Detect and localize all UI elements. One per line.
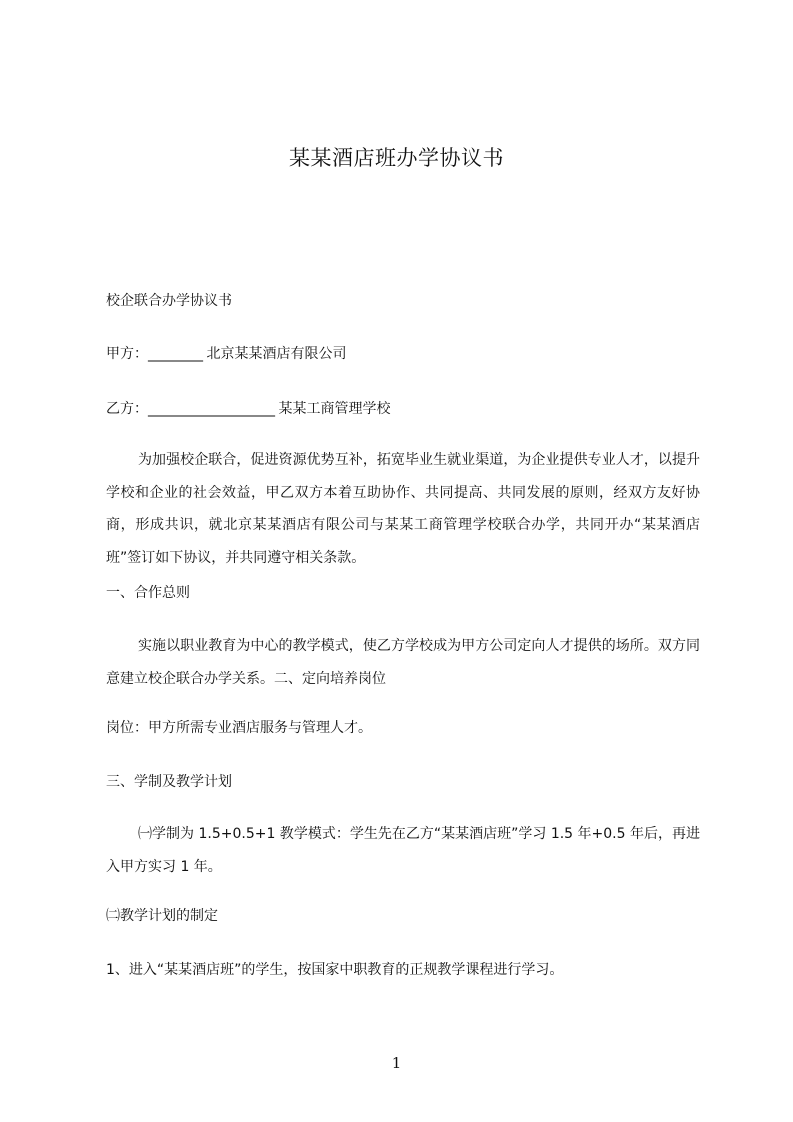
party-a-label: 甲方：: [106, 346, 148, 362]
section1-heading: 一、合作总则: [106, 585, 190, 601]
party-b-label: 乙方：: [106, 401, 148, 417]
section3-heading: 三、学制及教学计划: [106, 774, 232, 790]
subtitle: 校企联合办学协议书: [106, 293, 232, 309]
section1-paragraph: 实施以职业教育为中心的教学模式，使乙方学校成为甲方公司定向人才提供的场所。双方同意建立校企联合办学关系。二、定向培养岗位: [106, 638, 700, 687]
page-number: 1: [391, 1054, 402, 1072]
party-b-name: 某某工商管理学校: [274, 401, 391, 417]
document-title: 某某酒店班办学协议书: [289, 146, 504, 170]
party-b-blank: _____________________: [148, 401, 274, 417]
section3-item2-1: 1、进入“某某酒店班”的学生，按国家中职教育的正规教学课程进行学习。: [106, 962, 564, 978]
party-b-line: [106, 398, 700, 420]
section3-item1: ㈠学制为 1.5+0.5+1 教学模式：学生先在乙方“某某酒店班”学习 1.5 年+0.5 年后，再进入甲方实习 1 年。: [106, 826, 700, 875]
party-a-line: [106, 343, 700, 365]
party-a-blank: _________: [148, 346, 202, 362]
party-a-name: 北京某某酒店有限公司: [202, 346, 347, 362]
position-line: 岗位：甲方所需专业酒店服务与管理人才。: [106, 720, 372, 736]
section3-item2: ㈡教学计划的制定: [106, 908, 218, 924]
intro-paragraph: 为加强校企联合，促进资源优势互补，拓宽毕业生就业渠道，为企业提供专业人才，以提升学校和企业的社会效益，甲乙双方本着互助协作、共同提高、共同发展的原则，经双方友好协商，形成共识，就北京某某酒店有限公司与某某工商管理学校联合办学，共同开办“某某酒店班”签订如下协议，并共同遵守相关条款。: [106, 452, 700, 566]
